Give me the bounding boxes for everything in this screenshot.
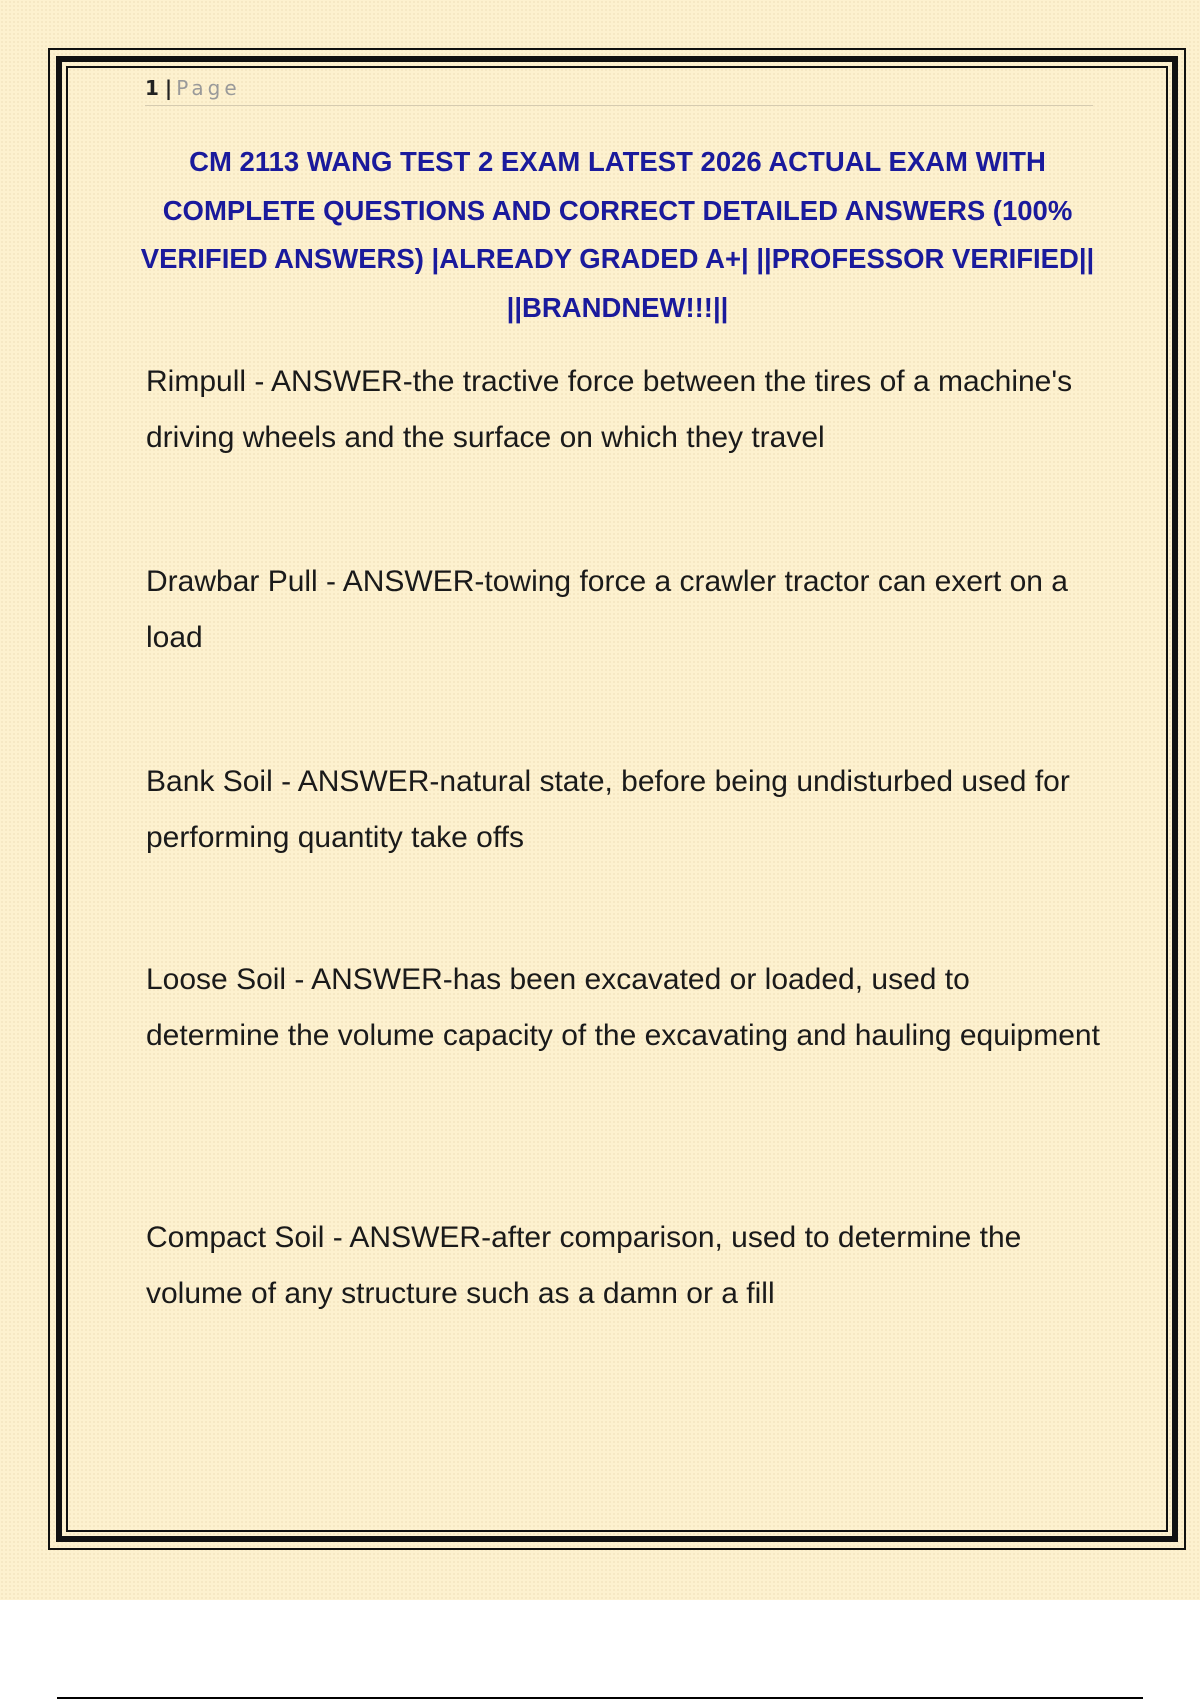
qa-entry-rimpull: Rimpull - ANSWER-the tractive force between the tires of a machine's driving wheels and the surface on which they travel <box>146 365 1073 454</box>
next-page-rule <box>57 1697 1143 1699</box>
qa-entry-drawbar-pull: Drawbar Pull - ANSWER-towing force a crawler tractor can exert on a load <box>146 565 1068 654</box>
document-title: CM 2113 WANG TEST 2 EXAM LATEST 2026 ACTUAL EXAM WITH COMPLETE QUESTIONS AND CORRECT DETAILED ANSWERS (100% VERIFIED ANSWERS) |ALREADY GRADED A+| ||PROFESSOR VERIFIED|| ||BRANDNEW!!!|| <box>140 146 1095 323</box>
page-label: Page <box>176 76 241 100</box>
page-header-separator: | <box>164 76 173 100</box>
qa-entry-compact-soil: Compact Soil - ANSWER-after comparison, used to determine the volume of any structure such as a damn or a fill <box>146 1221 1022 1310</box>
qa-entry-bank-soil: Bank Soil - ANSWER-natural state, before being undisturbed used for performing quantity take offs <box>146 765 1070 854</box>
qa-entry-loose-soil: Loose Soil - ANSWER-has been excavated or loaded, used to determine the volume capacity of the excavating and hauling equipment <box>146 963 1100 1052</box>
page-number: 1 <box>145 76 159 100</box>
page-header <box>145 74 1093 106</box>
